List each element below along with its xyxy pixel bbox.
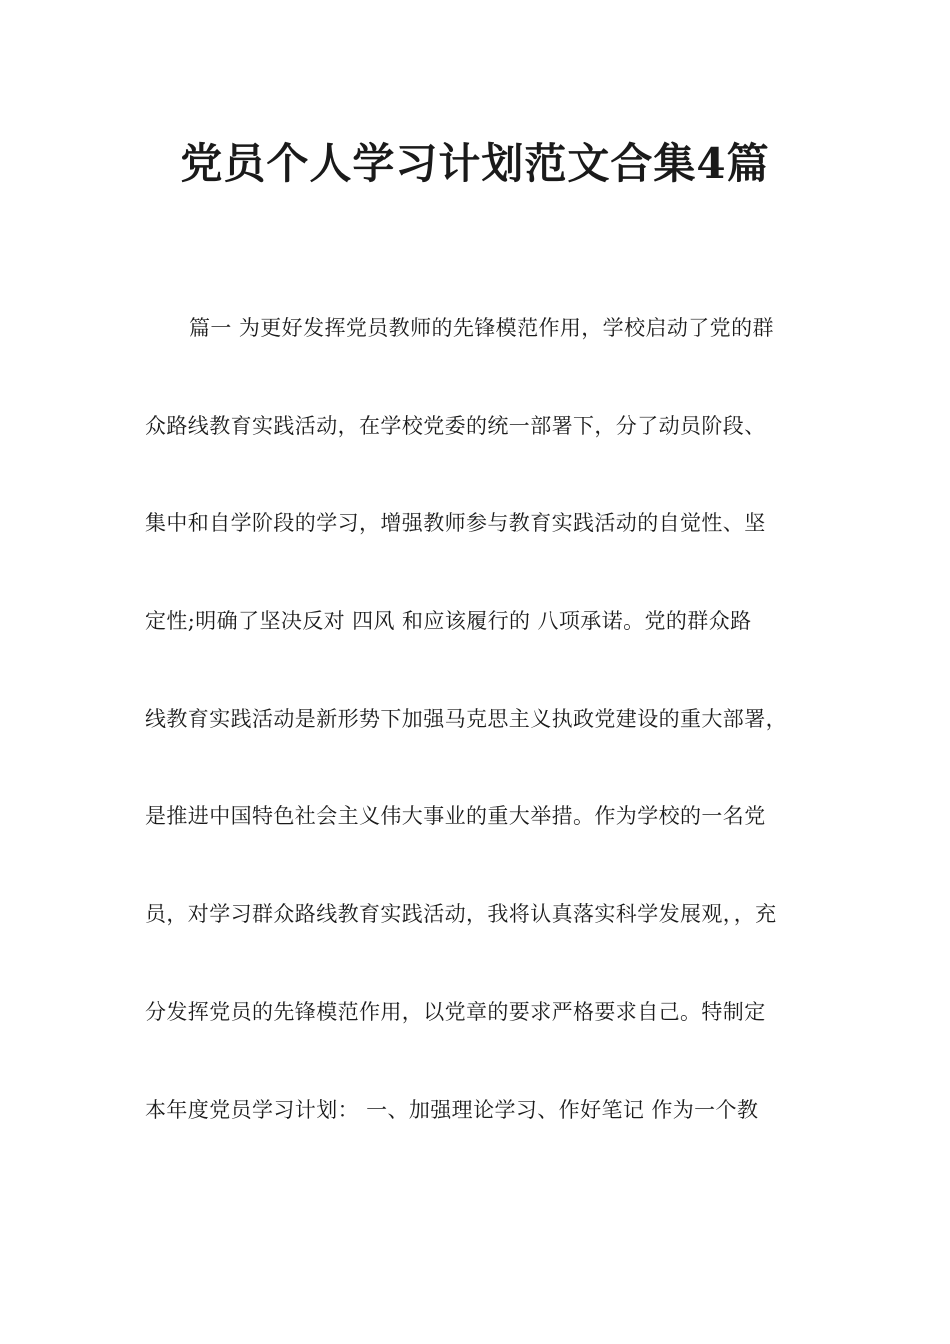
body-line: 集中和自学阶段的学习，增强教师参与教育实践活动的自觉性、坚	[145, 511, 766, 536]
body-line: 篇一 为更好发挥党员教师的先锋模范作用，学校启动了党的群	[189, 316, 774, 340]
body-line: 线教育实践活动是新形势下加强马克思主义执政党建设的重大部署，	[145, 706, 787, 731]
body-line: 员，对学习群众路线教育实践活动，我将认真落实科学发展观，，充	[145, 902, 777, 927]
document-title: 党员个人学习计划范文合集4篇	[180, 139, 770, 188]
body-line: 定性;明确了坚决反对 四风 和应该履行的 八项承诺。党的群众路	[145, 609, 752, 634]
body-line: 众路线教育实践活动，在学校党委的统一部署下，分了动员阶段、	[145, 413, 766, 438]
document-body	[145, 303, 805, 1182]
body-line: 本年度党员学习计划： 一、加强理论学习、作好笔记 作为一个教	[145, 1097, 759, 1122]
body-line: 分发挥党员的先锋模范作用，以党章的要求严格要求自己。特制定	[145, 999, 766, 1024]
body-line: 是推进中国特色社会主义伟大事业的重大举措。作为学校的一名党	[145, 804, 766, 829]
